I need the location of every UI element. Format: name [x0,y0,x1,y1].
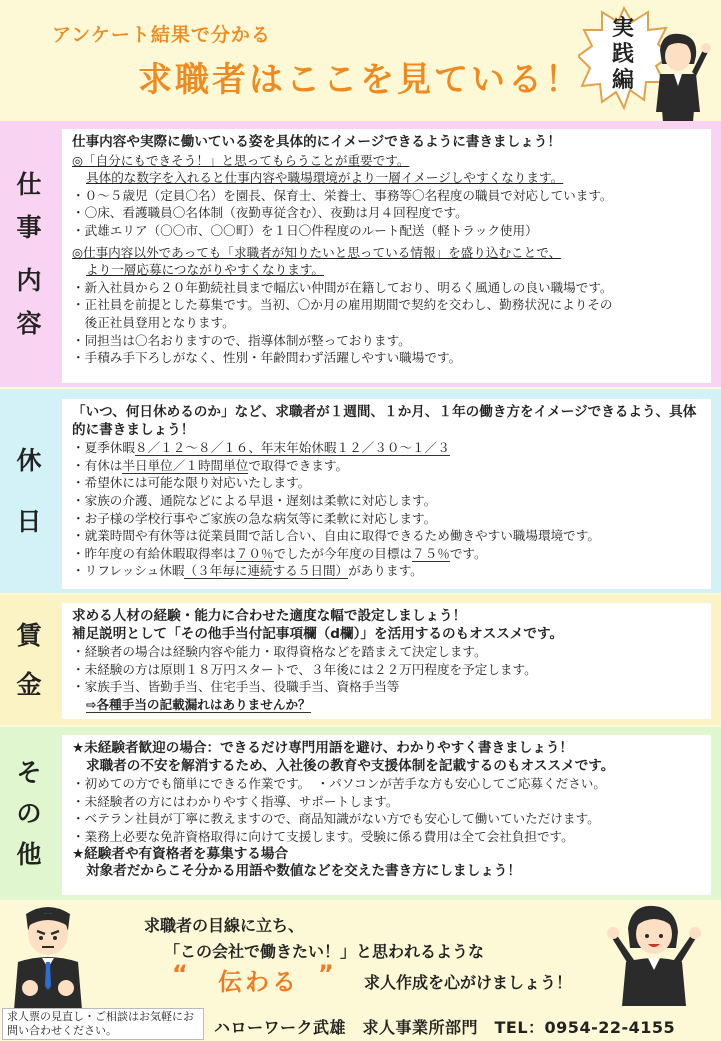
contact-info: ハローワーク武雄 求人事業所部門 TEL：0954-22-4155 [214,1018,676,1037]
header-subtitle: アンケート結果で分かる [52,24,271,46]
job-point1-b: 具体的な数字を入れると仕事内容や職場環境がより一層イメージしやすくなります。 [86,170,564,186]
section-holiday-content [62,399,711,589]
job-list1-item: ・〇床、看護職員〇名体制（夜勤専従含む）、夜勤は月４回程度です。 [72,205,468,221]
footer-quote-close: ” [318,960,334,988]
section-wage-content [62,603,711,719]
job-point1-a: ◎「自分にもできそう！」と思ってもらうことが重要です。 [72,152,410,168]
holiday-heading: 「いつ、何日休めるのか」など、求職者が１週間、１か月、１年の働き方をイメージできるよう、具体的に書きましょう！ [72,404,697,438]
businesswoman-cheer-illustration [606,898,702,1006]
other-heading: ★未経験者歓迎の場合：できるだけ専門用語を避け、わかりやすく書きましょう！ [72,740,574,756]
other-item: ・初めての方でも簡単にできる作業です。 ・パソコンが苦手な方も安心してご応募ください。 [72,776,606,792]
holiday-item: ・就業時間や有休等は従業員間で話し合い、自由に取得できるため働きやすい職場環境です。 [72,528,600,544]
other-item: ・ベテラン社員が丁寧に教えますので、商品知識がない方でも安心して働いていただけます。 [72,811,600,827]
businessman-illustration [8,904,88,1010]
job-point2-b: より一層応募につながりやすくなります。 [86,262,325,278]
other-item: ・未経験者の方にはわかりやすく指導、サポートします。 [72,793,399,809]
footer-line1: 求職者の目線に立ち、 [144,916,305,935]
consultation-note: 求人票の見直し・ご相談はお気軽にお問い合わせください。 [2,1008,204,1040]
section-other-label: そ の 他 [16,758,42,869]
footer-line2: 「この会社で働きたい！」と思われるような [164,942,485,961]
section-holiday-label: 休 日 [16,446,42,536]
section-job-content [62,129,711,383]
job-list2-item: ・正社員を前提とした募集です。当初、〇か月の雇用期間で契約を交わし、勤務状況によりその [72,297,613,313]
header [0,0,721,120]
section-wage [0,595,721,725]
wage-item: ・家族手当、皆勤手当、住宅手当、役職手当、資格手当等 [72,679,400,695]
other-heading2: ★経験者や有資格者を募集する場合 [72,845,289,862]
holiday-item: ・希望休には可能な限り対応いたします。 [72,475,311,491]
job-list2-item: ・新入社員から２０年勤続社員まで幅広い仲間が在籍しており、明るく風通しの良い職場です。 [72,279,613,295]
other-item: ・業務上必要な免許資格取得に向けて支援します。受験に係る費用は全て会社負担です。 [72,828,574,844]
footer-quote-open: “ [172,960,188,988]
holiday-item: ・有休は半日単位／１時間単位で取得できます。 [72,457,349,473]
job-heading: 仕事内容や実際に働いている姿を具体的にイメージできるように書きましょう！ [72,134,561,150]
footer-line3: 求人作成を心がけましょう！ [364,973,573,992]
holiday-item: ・家族の介護、通院などによる早退・遅刻は柔軟に対応します。 [72,492,437,508]
section-other [0,727,721,900]
section-other-content [62,735,711,895]
job-list1-item: ・武雄エリア（〇〇市、〇〇町）を１日〇件程度のルート配送（軽トラック使用） [72,222,538,238]
wage-item: ・経験者の場合は経験内容や能力・取得資格などを踏まえて決定します。 [72,644,487,660]
wage-item: ・未経験の方は原則１８万円スタートで、３年後には２２万円程度を予定します。 [72,661,537,677]
job-list2-item: ・手積み手下ろしがなく、性別・年齢問わず活躍しやすい職場です。 [72,350,462,366]
holiday-item: ・夏季休暇８／１２～８／１６、年末年始休暇１２／３０～１／３ [72,440,450,456]
wage-heading: 求める人材の経験・能力に合わせた適度な幅で設定しましょう！ [72,608,467,624]
other-heading2-sub: 対象者だからこそ分かる用語や数値などを交えた書き方にしましょう！ [86,863,521,880]
job-point2-a: ◎仕事内容以外であっても「求職者が知りたいと思っている情報」を盛り込むことで、 [72,244,562,260]
job-list2-item: ・同担当は〇名おりますので、指導体制が整っております。 [72,332,411,348]
section-holiday [0,389,721,593]
job-list1-item: ・０～５歳児（定員〇名）を園長、保育士、栄養士、事務等〇名程度の職員で対応しています。 [72,187,613,203]
wage-check: ⇨各種手当の記載漏れはありませんか？ [86,696,311,712]
page-title: 求職者はここを見ている！ [138,60,582,100]
holiday-item: ・リフレッシュ休暇（３年毎に連続する５日間）があります。 [72,563,423,579]
footer-key-word: 伝わる [218,968,299,996]
section-job-label: 仕 事 内 容 [16,170,42,338]
section-wage-label: 賃 金 [16,621,42,699]
section-job [0,121,721,387]
holiday-item: ・昨年度の有給休暇取得率は７０％でしたが今年度の目標は７５％です。 [72,545,487,561]
job-list2-item: 後正社員登用となります。 [72,314,235,330]
other-heading-sub: 求職者の不安を解消するため、入社後の教育や支援体制を記載するのもオススメです。 [86,757,615,774]
badge-label: 実践編 [611,16,634,93]
holiday-item: ・お子様の学校行事やご家族の急な病気等に柔軟に対応します。 [72,510,437,526]
wage-heading-sub: 補足説明として「その他手当付記事項欄（d欄）」を活用するのもオススメです。 [72,625,564,642]
